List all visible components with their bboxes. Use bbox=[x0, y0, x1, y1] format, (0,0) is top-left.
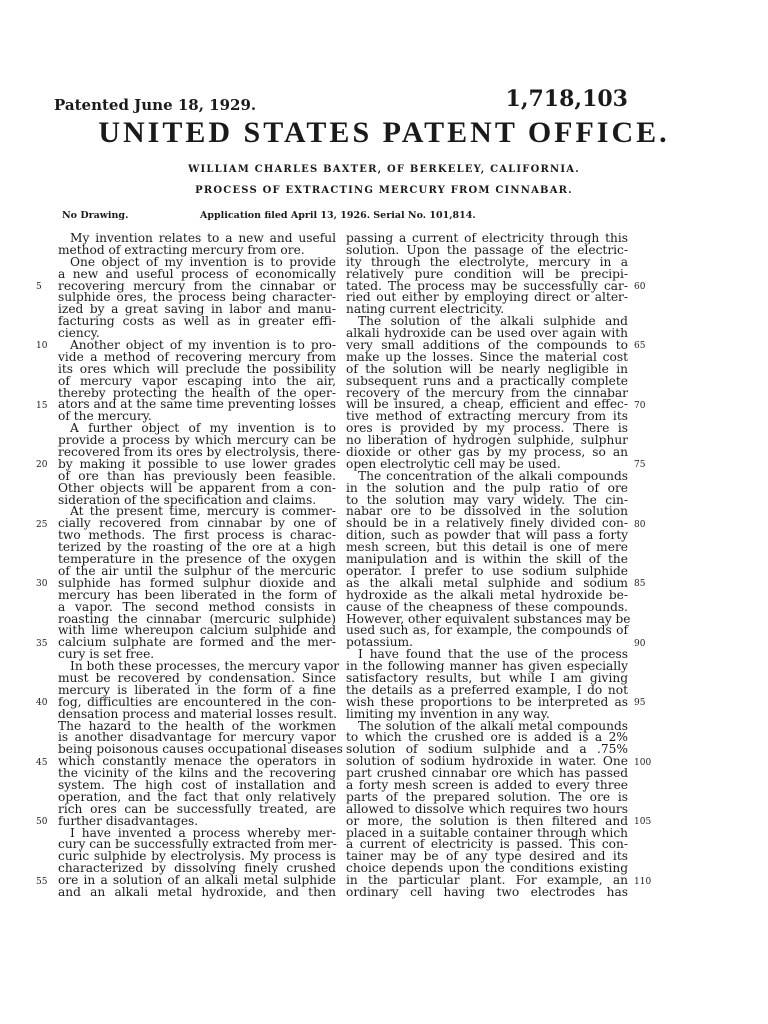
line-number: 110 bbox=[634, 876, 652, 887]
text-line: The concentration of the alkali compounds bbox=[358, 468, 628, 483]
text-line: with lime whereupon calcium sulphide and bbox=[58, 623, 336, 638]
text-line: sideration of the specification and claims. bbox=[58, 492, 317, 507]
text-line: dition, such as powder that will pass a forty bbox=[346, 528, 628, 543]
text-line: However, other equivalent substances may be bbox=[346, 611, 631, 626]
text-line: and an alkali metal hydroxide, and then bbox=[58, 884, 336, 899]
text-line: manipulation and is within the skill of the bbox=[346, 552, 628, 567]
text-line: provide a process by which mercury can be bbox=[58, 433, 336, 448]
text-line: A further object of my invention is to bbox=[70, 421, 336, 436]
text-line: choice depends upon the conditions existing bbox=[346, 861, 628, 876]
text-line: or more, the solution is then filtered and bbox=[346, 813, 628, 828]
text-line: will be insured, a cheap, efficient and effec- bbox=[346, 397, 628, 412]
text-line: recovered from its ores by electrolysis, there- bbox=[58, 445, 341, 460]
text-line: rich ores can be successfully treated, are bbox=[58, 801, 336, 816]
line-number: 15 bbox=[36, 400, 48, 411]
line-number: 55 bbox=[36, 876, 48, 887]
text-line: calcium sulphate are formed and the mer- bbox=[58, 635, 336, 650]
text-line: nating current electricity. bbox=[346, 302, 505, 317]
text-line: temperature in the presence of the oxygen bbox=[58, 552, 336, 567]
text-line: which constantly menace the operators in bbox=[58, 754, 336, 769]
text-line: a new and useful process of economically bbox=[58, 266, 336, 281]
text-line: I have found that the use of the process bbox=[358, 647, 628, 662]
text-line: densation process and material losses result. bbox=[58, 706, 338, 721]
text-line: its ores which will preclude the possibility bbox=[58, 361, 336, 376]
line-number: 40 bbox=[36, 698, 48, 709]
text-line: system. The high cost of installation and bbox=[58, 777, 336, 792]
text-line: The hazard to the health of the workmen bbox=[58, 718, 336, 733]
line-number: 45 bbox=[36, 757, 48, 768]
text-line: sulphide ores, the process being character- bbox=[58, 290, 336, 305]
text-line: solution of sodium hydroxide in water. One bbox=[346, 754, 628, 769]
text-line: two methods. The first process is charac- bbox=[58, 528, 336, 543]
no-drawing-note: No Drawing. bbox=[62, 210, 129, 221]
text-line: alkali hydroxide can be used over again with bbox=[346, 326, 628, 341]
text-line: The solution of the alkali metal compounds bbox=[358, 718, 628, 733]
text-line: sulphide has formed sulphur dioxide and bbox=[58, 575, 336, 590]
text-line: facturing costs as well as in greater effi- bbox=[58, 314, 336, 329]
text-line: ity through the electrolyte, mercury in a bbox=[346, 254, 628, 269]
text-line: used such as, for example, the compounds of bbox=[346, 623, 628, 638]
text-line: wish these proportions to be interpreted as bbox=[346, 694, 628, 709]
text-line: must be recovered by condensation. Since bbox=[58, 670, 336, 685]
text-line: is another disadvantage for mercury vapor bbox=[58, 730, 336, 745]
text-line: to the solution may vary widely. The cin- bbox=[346, 492, 628, 507]
text-line: part crushed cinnabar ore which has passed bbox=[346, 766, 628, 781]
text-line: thereby protecting the health of the oper- bbox=[58, 385, 336, 400]
line-number: 30 bbox=[36, 579, 48, 590]
text-line: potassium. bbox=[346, 635, 413, 650]
text-line: being poisonous causes occupational diseases bbox=[58, 742, 343, 757]
line-number: 100 bbox=[634, 757, 652, 768]
text-line: mercury is liberated in the form of a fine bbox=[58, 682, 336, 697]
text-line: placed in a suitable container through which bbox=[346, 825, 628, 840]
text-line: I have invented a process whereby mer- bbox=[70, 825, 336, 840]
text-line: satisfactory results, but while I am giving bbox=[346, 670, 628, 685]
text-line: roasting the cinnabar (mercuric sulphide) bbox=[58, 611, 336, 626]
text-line: tated. The process may be successfully car- bbox=[346, 278, 628, 293]
text-line: in the following manner has given especially bbox=[346, 659, 628, 674]
line-number: 70 bbox=[634, 400, 646, 411]
text-line: further disadvantages. bbox=[58, 813, 199, 828]
line-number: 35 bbox=[36, 638, 48, 649]
text-line: Other objects will be apparent from a con- bbox=[58, 480, 336, 495]
line-number: 50 bbox=[36, 817, 48, 828]
text-line: mercury has been liberated in the form of bbox=[58, 587, 336, 602]
text-line: One object of my invention is to provide bbox=[70, 254, 336, 269]
text-line: My invention relates to a new and useful bbox=[70, 231, 336, 245]
text-line: subsequent runs and a practically complete bbox=[346, 373, 628, 388]
text-line: recovery of the mercury from the cinnabar bbox=[346, 385, 628, 400]
text-line: In both these processes, the mercury vapor bbox=[70, 659, 340, 674]
line-number: 80 bbox=[634, 519, 646, 530]
text-line: should be in a relatively finely divided con- bbox=[346, 516, 628, 531]
patent-title: PROCESS OF EXTRACTING MERCURY FROM CINNABAR. bbox=[195, 185, 573, 196]
text-line: a current of electricity is passed. This con- bbox=[346, 837, 628, 852]
text-line: cury can be successfully extracted from mer- bbox=[58, 837, 337, 852]
text-line: as the alkali metal sulphide and sodium bbox=[346, 575, 628, 590]
text-line: to which the crushed ore is added is a 2% bbox=[346, 730, 628, 745]
text-line: curic sulphide by electrolysis. My process is bbox=[58, 849, 336, 864]
text-line: At the present time, mercury is commer- bbox=[70, 504, 336, 519]
text-line: allowed to dissolve which requires two hours bbox=[346, 801, 628, 816]
left-column-text bbox=[58, 231, 343, 899]
line-number: 105 bbox=[634, 817, 652, 828]
office-heading: UNITED STATES PATENT OFFICE. bbox=[98, 116, 670, 149]
line-number: 10 bbox=[36, 341, 48, 352]
text-line: fog, difficulties are encountered in the con- bbox=[58, 694, 336, 709]
text-line: parts of the prepared solution. The ore is bbox=[346, 789, 628, 804]
line-number: 20 bbox=[36, 460, 48, 471]
text-line: in the particular plant. For example, an bbox=[346, 873, 628, 888]
line-number: 75 bbox=[634, 460, 646, 471]
text-line: operation, and the fact that only relatively bbox=[58, 789, 336, 804]
text-line: make up the losses. Since the material cost bbox=[346, 349, 628, 364]
patented-date: Patented June 18, 1929. bbox=[54, 96, 257, 114]
text-line: relatively pure condition will be precipi- bbox=[346, 266, 628, 281]
text-line: passing a current of electricity through this bbox=[346, 231, 628, 245]
right-column-text bbox=[346, 231, 631, 899]
text-line: mesh screen, but this detail is one of mere bbox=[346, 540, 628, 555]
text-line: of the air until the sulphur of the mercuric bbox=[58, 563, 336, 578]
text-line: cause of the cheapness of these compounds. bbox=[346, 599, 628, 614]
text-line: cially recovered from cinnabar by one of bbox=[58, 516, 336, 531]
text-line: in the solution and the pulp ratio of ore bbox=[346, 480, 628, 495]
text-line: a vapor. The second method consists in bbox=[58, 599, 336, 614]
text-line: of the mercury. bbox=[58, 409, 152, 424]
line-number: 65 bbox=[634, 341, 646, 352]
line-number: 60 bbox=[634, 281, 646, 292]
line-number: 90 bbox=[634, 638, 646, 649]
text-line: terized by the roasting of the ore at a high bbox=[58, 540, 336, 555]
text-line: ciency. bbox=[58, 326, 100, 341]
line-number: 25 bbox=[36, 519, 48, 530]
text-line: ators and at the same time preventing losses bbox=[58, 397, 337, 412]
text-line: nabar ore to be dissolved in the solution bbox=[346, 504, 628, 519]
text-line: ordinary cell having two electrodes has bbox=[346, 884, 628, 899]
text-line: the details as a preferred example, I do not bbox=[346, 682, 628, 697]
text-line: tainer may be of any type desired and its bbox=[346, 849, 628, 864]
text-line: recovering mercury from the cinnabar or bbox=[58, 278, 336, 293]
text-line: method of extracting mercury from ore. bbox=[58, 242, 305, 257]
line-number: 5 bbox=[36, 281, 42, 292]
text-line: limiting my invention in any way. bbox=[346, 706, 550, 721]
text-line: ized by a great saving in labor and manu- bbox=[58, 302, 336, 317]
text-line: of mercury vapor escaping into the air, bbox=[58, 373, 336, 388]
text-line: of the solution will be nearly negligible in bbox=[346, 361, 628, 376]
patent-number: 1,718,103 bbox=[505, 86, 628, 112]
application-filed: Application filed April 13, 1926. Serial No. 101,814. bbox=[200, 210, 476, 221]
text-line: operator. I prefer to use sodium sulphide bbox=[346, 563, 628, 578]
text-line: vide a method of recovering mercury from bbox=[58, 349, 336, 364]
text-line: ores is provided by my process. There is bbox=[346, 421, 628, 436]
line-number: 85 bbox=[634, 579, 646, 590]
line-number: 95 bbox=[634, 698, 646, 709]
text-line: tive method of extracting mercury from its bbox=[346, 409, 628, 424]
text-line: dioxide or other gas by my process, so an bbox=[346, 445, 628, 460]
inventor-line: WILLIAM CHARLES BAXTER, OF BERKELEY, CALIFORNIA. bbox=[188, 164, 580, 175]
text-line: of ore than has previously been feasible. bbox=[58, 468, 336, 483]
text-line: The solution of the alkali sulphide and bbox=[358, 314, 628, 329]
text-line: the vicinity of the kilns and the recovering bbox=[58, 766, 336, 781]
text-line: Another object of my invention is to pro- bbox=[70, 338, 336, 353]
text-line: solution of sodium sulphide and a .75% bbox=[346, 742, 628, 757]
text-line: by making it possible to use lower grades bbox=[58, 456, 336, 471]
text-line: open electrolytic cell may be used. bbox=[346, 456, 561, 471]
text-line: hydroxide as the alkali metal hydroxide be- bbox=[346, 587, 628, 602]
text-line: characterized by dissolving finely crushed bbox=[58, 861, 336, 876]
text-line: very small additions of the compounds to bbox=[346, 338, 628, 353]
text-line: ore in a solution of an alkali metal sulphide bbox=[58, 873, 336, 888]
text-line: a forty mesh screen is added to every three bbox=[346, 777, 628, 792]
text-line: ried out either by employing direct or alter- bbox=[346, 290, 628, 305]
text-line: cury is set free. bbox=[58, 647, 155, 662]
text-line: solution. Upon the passage of the electric- bbox=[346, 242, 628, 257]
text-line: no liberation of hydrogen sulphide, sulphur bbox=[346, 433, 628, 448]
